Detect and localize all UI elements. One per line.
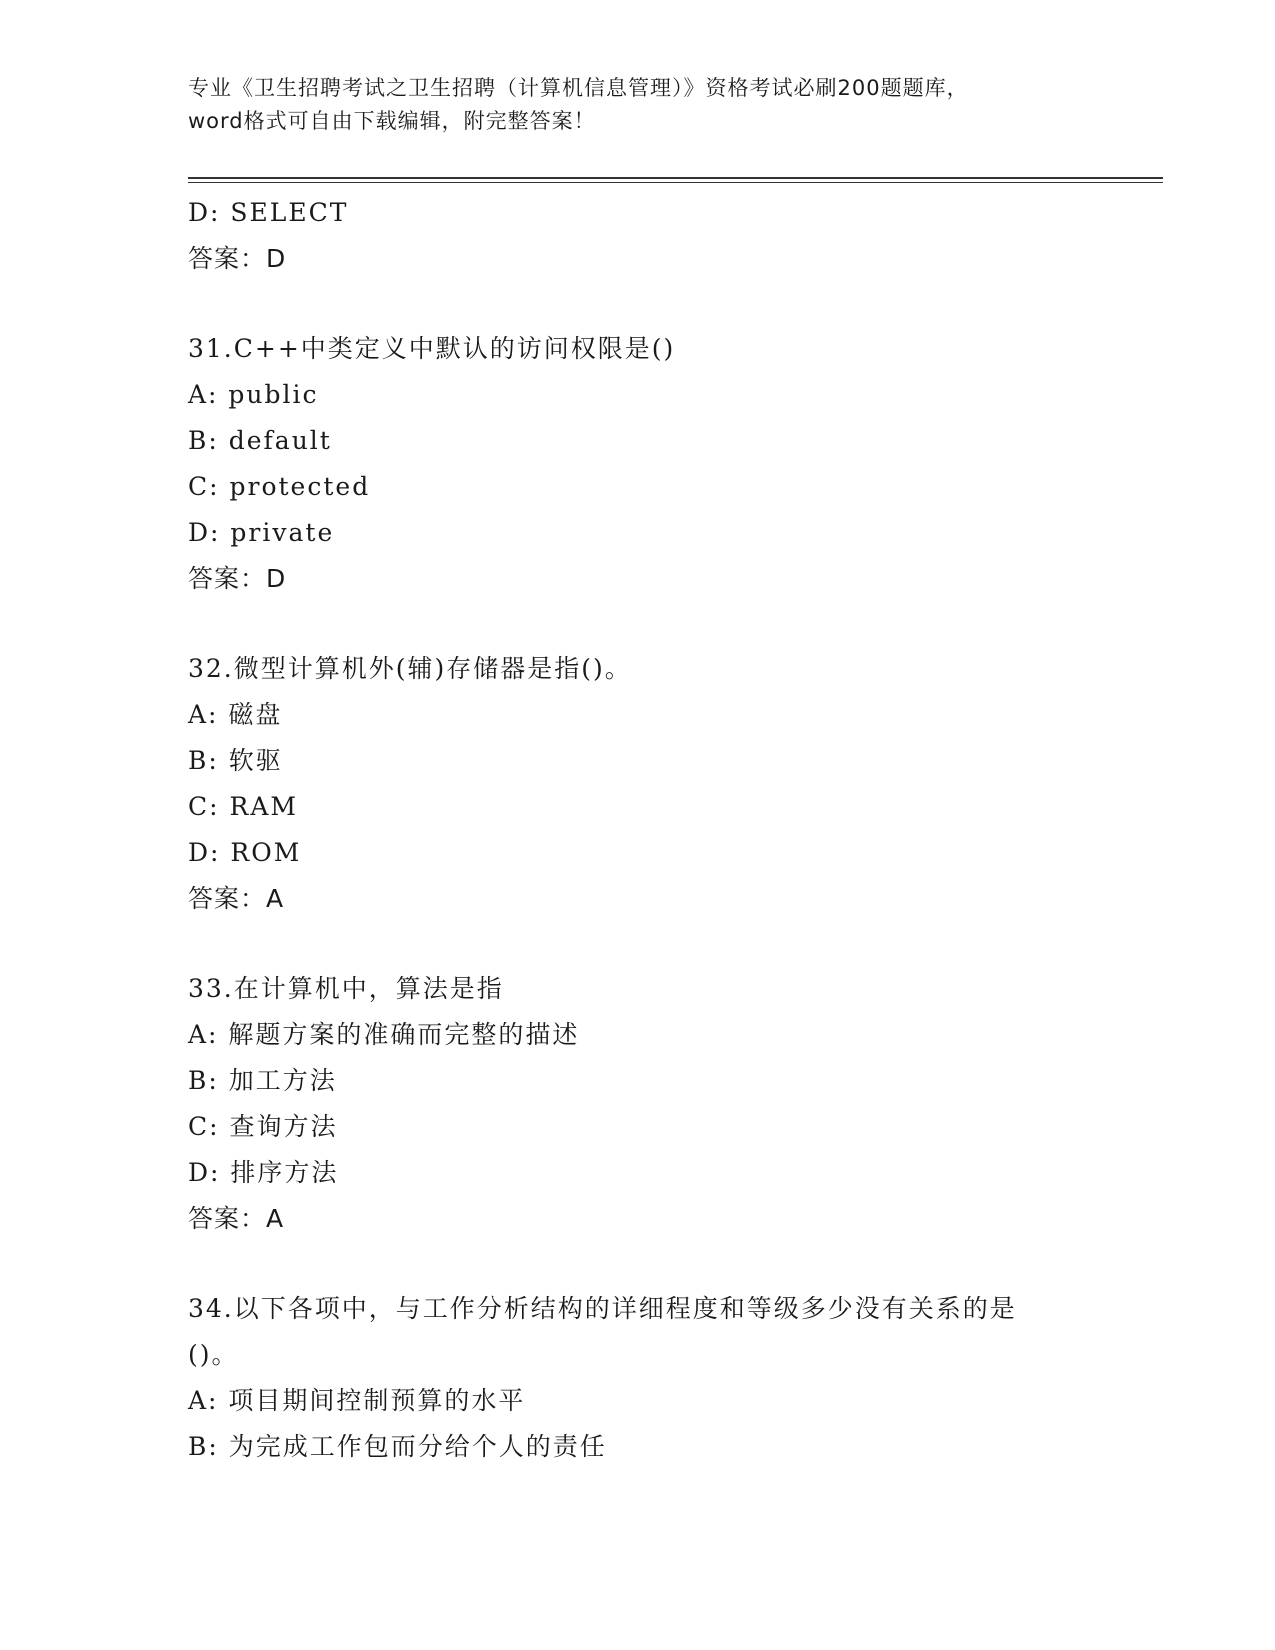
option-a: A: 解题方案的准确而完整的描述 [188,1020,580,1049]
spacer [188,1242,1088,1286]
option-b: B: 加工方法 [188,1066,337,1095]
option-d: D: 排序方法 [188,1158,339,1187]
option-b: B: 为完成工作包而分给个人的责任 [188,1432,607,1461]
option-a: A: 磁盘 [188,700,283,729]
question-content [188,190,1088,1470]
question-block-32 [188,646,1088,922]
option-b: B: default [188,426,332,455]
spacer [188,602,1088,646]
option-c: C: RAM [188,792,298,821]
spacer [188,282,1088,326]
question-block-34 [188,1286,1088,1470]
header-divider-thick [188,177,1163,179]
header-divider-thin [188,182,1163,183]
page-header [188,72,1088,138]
answer: 答案：A [188,884,285,913]
option-a: A: public [188,380,319,409]
question-text-line-2: ()。 [188,1340,239,1369]
spacer [188,922,1088,966]
question-block-31 [188,326,1088,602]
header-line-2: word格式可自由下载编辑，附完整答案！ [188,109,596,133]
answer: 答案：A [188,1204,285,1233]
option-a: A: 项目期间控制预算的水平 [188,1386,526,1415]
option-d: D: SELECT [188,198,349,227]
option-c: C: 查询方法 [188,1112,338,1141]
question-text: 31.C++中类定义中默认的访问权限是() [188,334,676,363]
option-b: B: 软驱 [188,746,283,775]
answer: 答案：D [188,244,287,273]
header-line-1: 专业《卫生招聘考试之卫生招聘（计算机信息管理）》资格考试必刷200题题库， [188,76,969,100]
option-c: C: protected [188,472,371,501]
question-text: 33.在计算机中，算法是指 [188,974,504,1003]
answer: 答案：D [188,564,287,593]
question-block-33 [188,966,1088,1242]
option-d: D: private [188,518,335,547]
question-text-line-1: 34.以下各项中，与工作分析结构的详细程度和等级多少没有关系的是 [188,1294,1017,1323]
question-text: 32.微型计算机外(辅)存储器是指()。 [188,654,632,683]
option-d: D: ROM [188,838,302,867]
question-block-prev [188,190,1088,282]
